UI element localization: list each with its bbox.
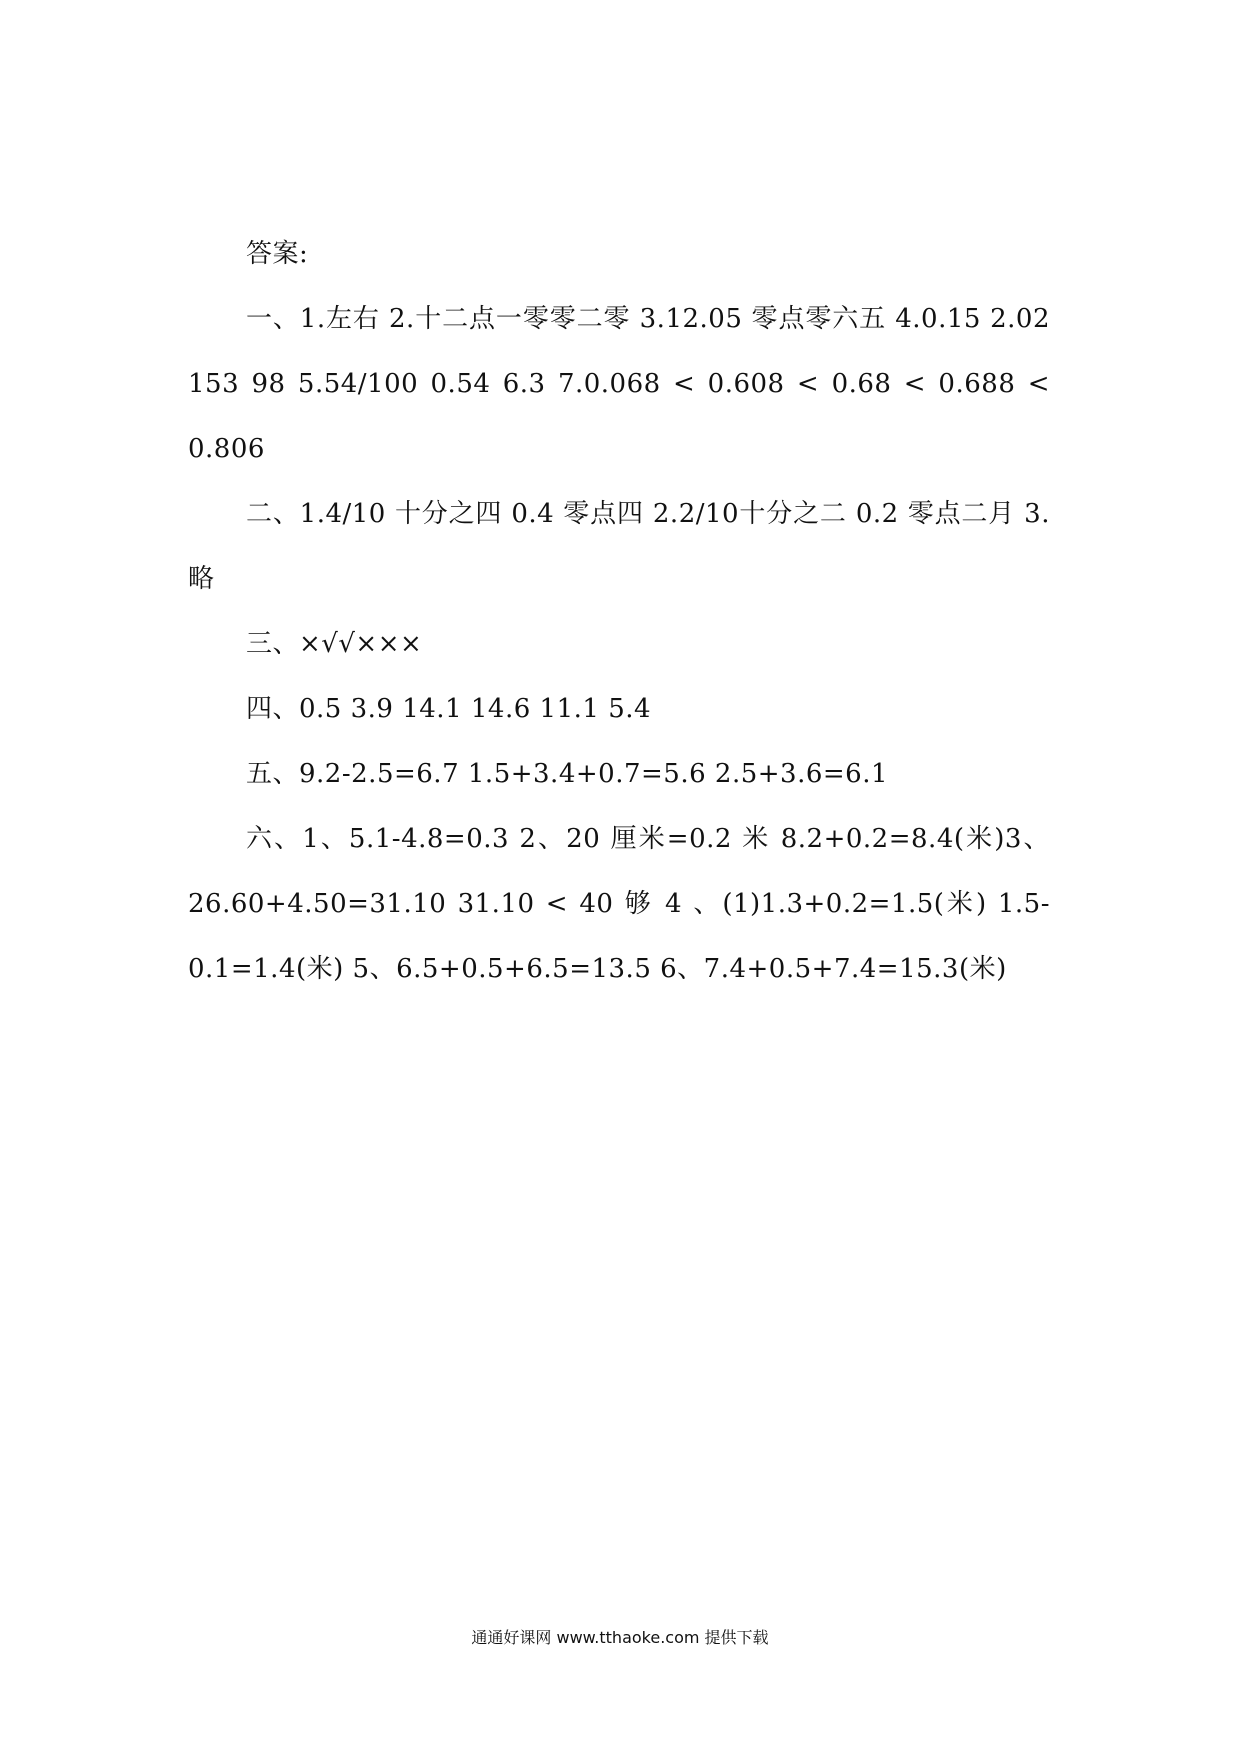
answer-section-5: 五、9.2-2.5=6.7 1.5+3.4+0.7=5.6 2.5+3.6=6.1 (246, 759, 889, 789)
answer-section-4: 四、0.5 3.9 14.1 14.6 11.1 5.4 (246, 694, 652, 724)
answer-section-1: 一、1.左右 2.十二点一零零二零 3.12.05 零点零六五 4.0.15 2.02 153 98 5.54/100 0.54 6.3 7.0.068 < 0.608 < 0.68 < 0.688 < 0.806 (188, 304, 1050, 464)
page-footer: 通通好课网 www.tthaoke.com 提供下载 (471, 1628, 769, 1647)
answer-section-2: 二、1.4/10 十分之四 0.4 零点四 2.2/10十分之二 0.2 零点二月 3.略 (188, 499, 1050, 594)
answer-heading: 答案: (246, 239, 309, 269)
answer-section-3: 三、×√√××× (246, 629, 423, 659)
answer-content (188, 222, 1050, 1002)
answer-section-6: 六、1、5.1-4.8=0.3 2、20 厘米=0.2 米 8.2+0.2=8.4(米)3、26.60+4.50=31.10 31.10 < 40 够 4 、(1)1.3+0.2=1.5(米) 1.5-0.1=1.4(米) 5、6.5+0.5+6.5=13.5 6、7.4+0.5+7.4=15.3(米) (188, 824, 1050, 984)
